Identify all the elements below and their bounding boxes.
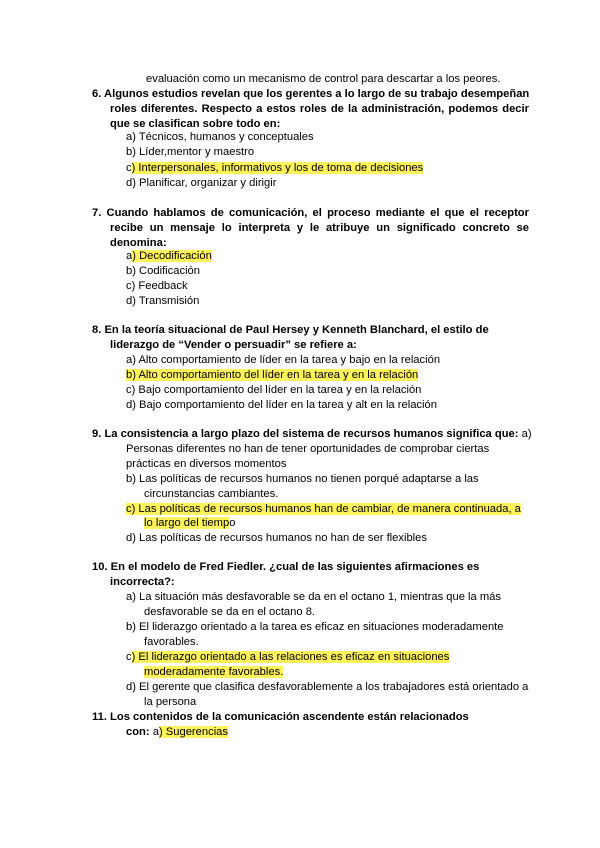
- q10-option-b-line-1: b) El liderazgo orientado a la tarea es eficaz en situaciones moderadamente: [126, 621, 504, 633]
- q10-line-2: incorrecta?:: [110, 576, 175, 588]
- q7-option-a-highlight: ) Decodificación: [132, 250, 212, 262]
- q10-option-b-line-2: favorables.: [144, 636, 199, 648]
- q9-option-c-highlight-1: c) Las políticas de recursos humanos han de cambiar, de manera continuada, a: [126, 503, 521, 515]
- q6-option-c: [126, 161, 423, 176]
- q10-option-a-line-1: a) La situación más desfavorable se da en el octano 1, mientras que la más: [126, 591, 501, 603]
- q10-option-a-line-2: desfavorable se da en el octano 8.: [144, 606, 316, 618]
- q6-line-3: que se clasifican sobre todo en:: [110, 118, 281, 130]
- q11-option-a-highlight: ) Sugerencias: [158, 726, 228, 738]
- q7-option-a-prefix: a: [126, 250, 133, 262]
- q6-option-c-prefix: c: [126, 162, 132, 174]
- q9-option-d: d) Las políticas de recursos humanos no han de ser flexibles: [126, 532, 427, 544]
- q7-option-b: b) Codificación: [126, 265, 200, 277]
- q9-option-a-label: a): [518, 428, 532, 440]
- q9-question-line: [92, 427, 532, 442]
- q10-option-c-highlight-2: moderadamente favorables.: [144, 666, 284, 678]
- q9-option-a-line-1: Personas diferentes no han de tener oportunidades de comprobar ciertas: [126, 443, 490, 455]
- q11-line-2-text: con:: [126, 726, 150, 738]
- q10-line-1: 10. En el modelo de Fred Fiedler. ¿cual de las siguientes afirmaciones es: [92, 561, 480, 573]
- q8-line-2: liderazgo de “Vender o persuadir” se refiere a:: [110, 339, 357, 351]
- q9-option-c-highlight-2: lo largo del tiemp: [144, 517, 230, 529]
- q6-option-b: b) Líder,mentor y maestro: [126, 146, 255, 158]
- q10-option-c-prefix: c: [126, 651, 132, 663]
- q11-line-1: 11. Los contenidos de la comunicación ascendente están relacionados: [92, 711, 469, 723]
- intro-continuation: evaluación como un mecanismo de control para descartar a los peores.: [146, 73, 501, 85]
- q9-option-c-line-1: [126, 502, 521, 517]
- q9-option-c-line-2: [144, 516, 235, 531]
- q9-option-b-line-1: b) Las políticas de recursos humanos no tienen porqué adaptarse a las: [126, 473, 479, 485]
- q6-option-d: d) Planificar, organizar y dirigir: [126, 177, 277, 189]
- q10-option-c-highlight-1: ) El liderazgo orientado a las relaciones es eficaz en situaciones: [131, 651, 450, 663]
- q10-option-c-line-1: [126, 650, 449, 665]
- q10-option-d-line-2: la persona: [144, 696, 197, 708]
- q7-option-c: c) Feedback: [126, 280, 188, 292]
- q9-option-b-line-2: circunstancias cambiantes.: [144, 488, 279, 500]
- q8-option-d: d) Bajo comportamiento del líder en la tarea y alt en la relación: [126, 399, 437, 411]
- q7-line-3: denomina:: [110, 237, 167, 249]
- q8-option-a: a) Alto comportamiento de líder en la tarea y bajo en la relación: [126, 354, 441, 366]
- q6-line-2: roles diferentes. Respecto a estos roles de la administración, podemos decir: [110, 103, 529, 115]
- q7-line-2: recibe un mensaje lo interpreta y le atribuye un significado concreto se: [110, 222, 529, 234]
- q6-option-a: a) Técnicos, humanos y conceptuales: [126, 131, 314, 143]
- q7-line-1: 7. Cuando hablamos de comunicación, el proceso mediante el que el receptor: [92, 207, 529, 219]
- q11-line-2: [126, 725, 228, 740]
- q9-option-c-tail: o: [229, 517, 236, 529]
- q6-option-c-highlight: ) Interpersonales, informativos y los de toma de decisiones: [131, 162, 424, 174]
- q8-option-c: c) Bajo comportamiento del líder en la tarea y en la relación: [126, 384, 422, 396]
- q10-option-d-line-1: d) El gerente que clasifica desfavorablemente a los trabajadores está orientado a: [126, 681, 529, 693]
- q9-option-a-line-2: prácticas en diversos momentos: [126, 458, 287, 470]
- q10-option-c-line-2: [144, 665, 283, 680]
- q9-question: 9. La consistencia a largo plazo del sistema de recursos humanos significa que:: [92, 428, 519, 440]
- q7-option-a: [126, 249, 212, 264]
- q7-option-d: d) Transmisión: [126, 295, 200, 307]
- q6-line-1: 6. Algunos estudios revelan que los gerentes a lo largo de su trabajo desempeñan: [92, 88, 530, 100]
- q8-option-b-highlight: b) Alto comportamiento del líder en la tarea y en la relación: [126, 369, 419, 381]
- q8-option-b: [126, 368, 418, 383]
- q11-option-a-prefix: a: [149, 726, 159, 738]
- q8-line-1: 8. En la teoría situacional de Paul Hersey y Kenneth Blanchard, el estilo de: [92, 324, 489, 336]
